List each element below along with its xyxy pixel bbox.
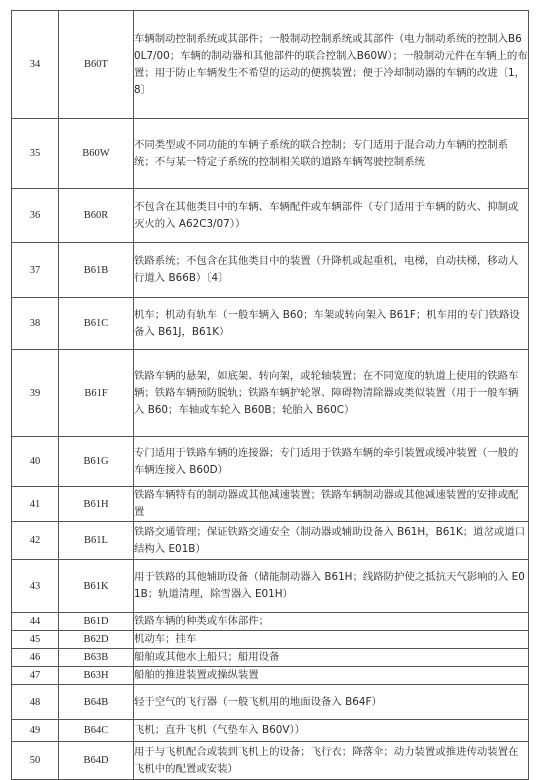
ipc-code: B60W <box>59 119 134 189</box>
ipc-code: B64C <box>59 720 134 742</box>
ipc-code: B61D <box>59 613 134 631</box>
table-row <box>12 649 529 667</box>
ipc-code: B60R <box>59 189 134 243</box>
table-row <box>12 742 529 780</box>
ipc-code: B61L <box>59 522 134 560</box>
table-row <box>12 522 529 560</box>
ipc-code: B61G <box>59 437 134 487</box>
ipc-code: B61K <box>59 560 134 613</box>
row-description: 铁路交通管理；保证铁路交通安全（制动器或辅助设备入 B61H，B61K；道岔或道口结构入 E01B） <box>134 522 529 560</box>
row-description: 铁路车辆的悬架，如底架、转向架，或轮轴装置；在不同宽度的轨道上使用的铁路车辆；铁路车辆预防脱轨；铁路车辆护轮罩、障碍物清除器或类似装置（用于一般车辆入 B60；车轴或车轮入 B60B；轮胎入 B60C） <box>134 350 529 437</box>
row-description: 不同类型或不同功能的车辆子系统的联合控制；专门适用于混合动力车辆的控制系统；不与某一特定子系统的控制相关联的道路车辆驾驶控制系统 <box>134 119 529 189</box>
row-number: 45 <box>12 631 59 649</box>
ipc-code: B64B <box>59 685 134 720</box>
row-number: 35 <box>12 119 59 189</box>
row-number: 47 <box>12 667 59 685</box>
table-row <box>12 437 529 487</box>
ipc-code: B62D <box>59 631 134 649</box>
row-description: 不包含在其他类目中的车辆、车辆配件或车辆部件（专门适用于车辆的防火、抑制或灭火的入 A62C3/07）） <box>134 189 529 243</box>
row-description: 船舶的推进装置或操纵装置 <box>134 667 529 685</box>
table-row <box>12 189 529 243</box>
row-number: 34 <box>12 11 59 119</box>
table-row <box>12 119 529 189</box>
table-row <box>12 613 529 631</box>
row-number: 49 <box>12 720 59 742</box>
row-number: 44 <box>12 613 59 631</box>
table-row <box>12 667 529 685</box>
row-number: 42 <box>12 522 59 560</box>
ipc-code: B64D <box>59 742 134 780</box>
row-number: 36 <box>12 189 59 243</box>
row-description: 铁路车辆的种类或车体部件； <box>134 613 529 631</box>
row-description: 车辆制动控制系统或其部件；一般制动控制系统或其部件（电力制动系统的控制入B60L7/00；车辆的制动器和其他部件的联合控制入B60W）；一般制动元件在车辆上的布置；用于防止车辆发生不希望的运动的便携装置；便于冷却制动器的车辆的改进〔1，8〕 <box>134 11 529 119</box>
table-row <box>12 350 529 437</box>
row-description: 用于铁路的其他辅助设备（储能制动器入 B61H；线路防护使之抵抗天气影响的入 E01B；轨道清理，除雪器入 E01H） <box>134 560 529 613</box>
ipc-code: B61B <box>59 243 134 298</box>
ipc-code: B61F <box>59 350 134 437</box>
ipc-code: B61C <box>59 298 134 350</box>
table-row <box>12 243 529 298</box>
row-number: 50 <box>12 742 59 780</box>
table-row <box>12 298 529 350</box>
table-row <box>12 560 529 613</box>
row-description: 轻于空气的飞行器（一般飞机用的地面设备入 B64F） <box>134 685 529 720</box>
row-number: 48 <box>12 685 59 720</box>
row-description: 用于与飞机配合或装到飞机上的设备；飞行衣；降落伞；动力装置或推进传动装置在飞机中的配置或安装） <box>134 742 529 780</box>
row-description: 机车；机动有轨车（一般车辆入 B60；车架或转向架入 B61F；机车用的专门铁路设备入 B61J，B61K） <box>134 298 529 350</box>
row-description: 飞机；直升飞机（气垫车入 B60V）） <box>134 720 529 742</box>
row-description: 船舶或其他水上船只；船用设备 <box>134 649 529 667</box>
row-number: 38 <box>12 298 59 350</box>
row-number: 37 <box>12 243 59 298</box>
table-row <box>12 11 529 119</box>
classification-table <box>11 10 529 780</box>
row-number: 40 <box>12 437 59 487</box>
ipc-code: B63H <box>59 667 134 685</box>
ipc-code: B60T <box>59 11 134 119</box>
row-number: 43 <box>12 560 59 613</box>
row-description: 专门适用于铁路车辆的连接器；专门适用于铁路车辆的牵引装置或缓冲装置（一般的车辆连接入 B60D） <box>134 437 529 487</box>
table-row <box>12 487 529 522</box>
row-description: 机动车；挂车 <box>134 631 529 649</box>
table-row <box>12 631 529 649</box>
row-description: 铁路系统；不包含在其他类目中的装置（升降机或起重机，电梯，自动扶梯，移动人行道入 B66B）〔4〕 <box>134 243 529 298</box>
row-number: 41 <box>12 487 59 522</box>
row-number: 46 <box>12 649 59 667</box>
table-row <box>12 685 529 720</box>
row-number: 39 <box>12 350 59 437</box>
table-row <box>12 720 529 742</box>
ipc-code: B61H <box>59 487 134 522</box>
ipc-code: B63B <box>59 649 134 667</box>
row-description: 铁路车辆特有的制动器或其他减速装置；铁路车辆制动器或其他减速装置的安排或配置 <box>134 487 529 522</box>
